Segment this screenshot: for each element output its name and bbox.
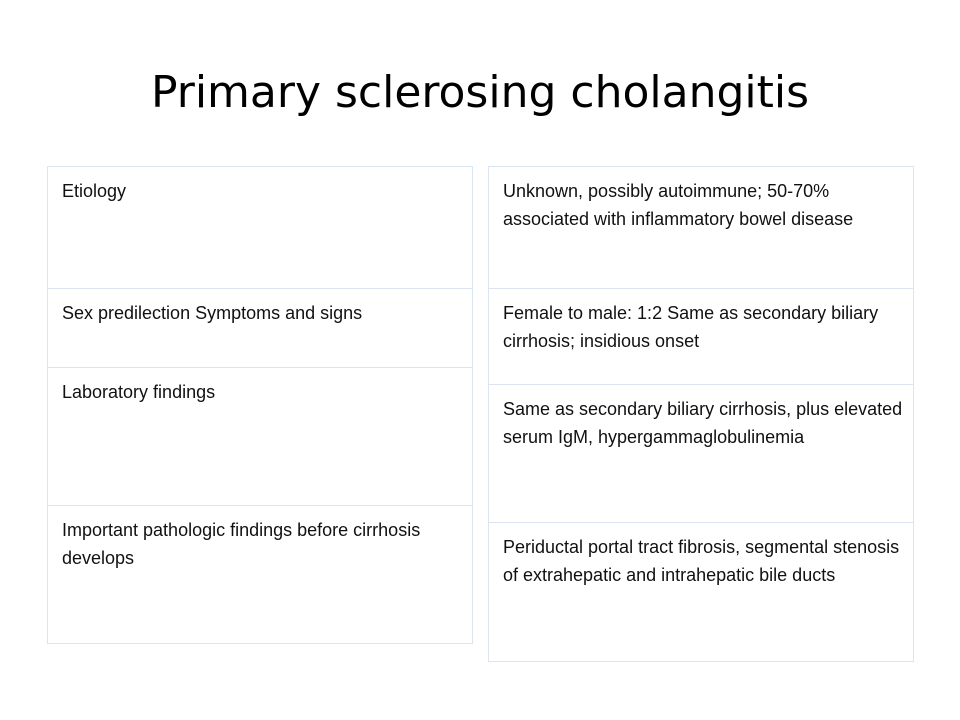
left-row-laboratory — [48, 367, 472, 505]
right-row-pathologic — [489, 522, 913, 661]
left-row-sex-symptoms — [48, 288, 472, 367]
row-value: Same as secondary biliary cirrhosis, plus elevated serum IgM, hypergammaglobulinemia — [503, 399, 903, 447]
row-value: Unknown, possibly autoimmune; 50-70% associated with inflammatory bowel disease — [503, 181, 854, 229]
slide-title: Primary sclerosing cholangitis — [150, 67, 810, 118]
right-table — [488, 166, 914, 662]
row-value: Periductal portal tract fibrosis, segmental stenosis of extrahepatic and intrahepatic bile ducts — [503, 537, 900, 585]
row-value: Female to male: 1:2 Same as secondary biliary cirrhosis; insidious onset — [503, 303, 879, 351]
row-label: Laboratory findings — [62, 382, 216, 402]
left-table — [47, 166, 473, 644]
right-row-etiology — [489, 167, 913, 288]
right-row-sex-symptoms — [489, 288, 913, 384]
row-label: Sex predilection Symptoms and signs — [62, 303, 363, 323]
left-row-pathologic — [48, 505, 472, 643]
right-row-laboratory — [489, 384, 913, 522]
left-row-etiology — [48, 167, 472, 288]
row-label: Important pathologic findings before cirrhosis develops — [62, 520, 421, 568]
row-label: Etiology — [62, 181, 127, 201]
